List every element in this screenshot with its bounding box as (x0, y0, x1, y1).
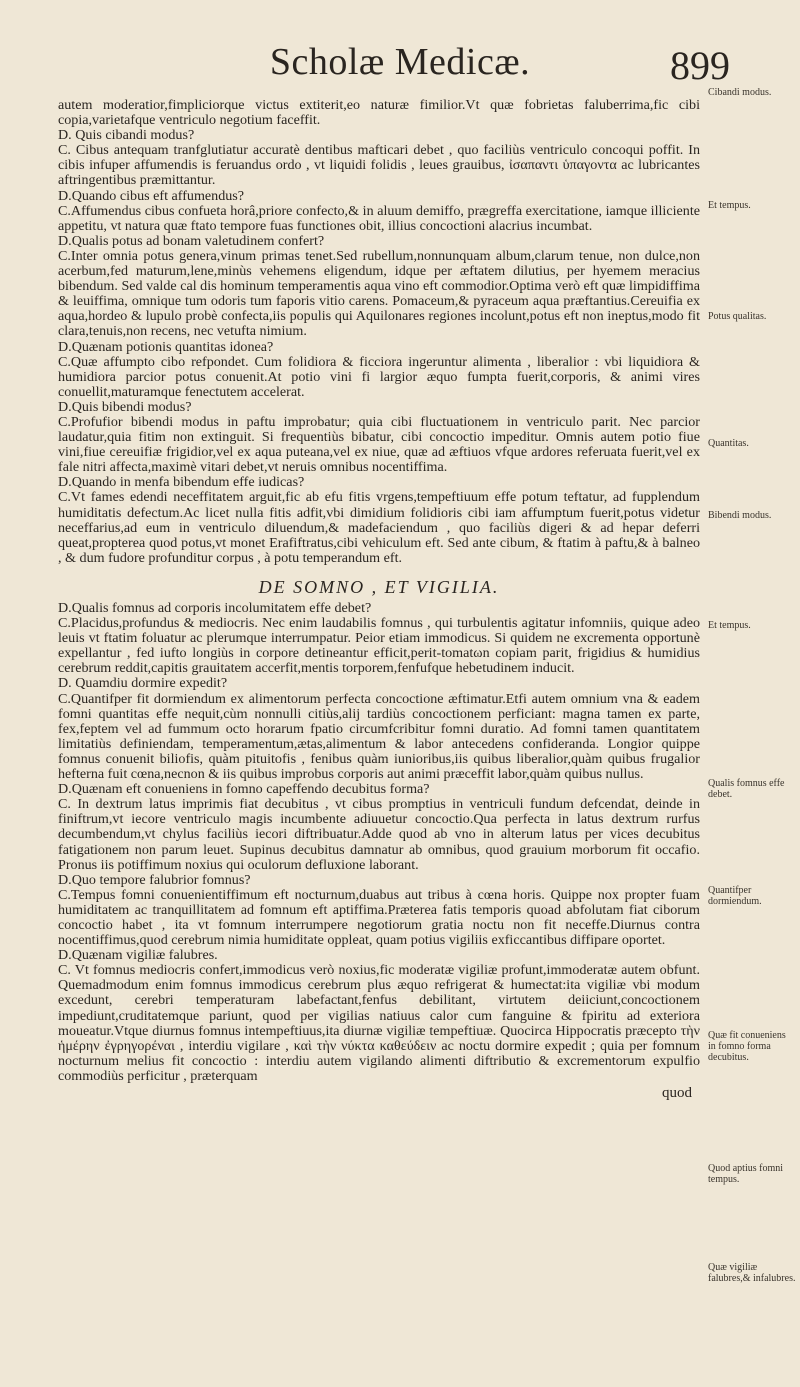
question: D.Quando cibus eft affumendus? (58, 187, 245, 204)
margin-note: Potus qualitas. (708, 311, 767, 322)
answer: C.Vt fames edendi neceffitatem arguit,fic ab efu fitis vrgens,tempeftiuum effe potum teftatur, ad fupplendum humiditatis defectum.Ac licet nulla fitis adfit,vbi dimidium folidioris cibi iam affumptum fuerit,potus videtur neceffarius,ad eum in ventriculo diluendum,& madefaciendum , quo faciliùs digeri & ad hepar deferri queat,propterea quod potus,vt monet Erafiftratus,cibi vehiculum eft. Sed ante cibum, & ftatim à paftu,& à balneo , & dum fudore profunditur corpus , à potu temperandum eft. (58, 489, 700, 566)
margin-note: Quantifper dormiendum. (708, 885, 762, 907)
question: D. Quis cibandi modus? (58, 127, 195, 144)
answer: C.Tempus fomni conuenientiffimum eft nocturnum,duabus aut tribus à cœna horis. Quippe nox propter fuam humiditatem ac tranquillitatem ad fomnum eft aptiffima.Præterea fatis temporis quoad abfolutam fiat ciborum concoctio habet , ita vt fomnum interrumpere negotiorum gratia noctu non fit neceffe.Diurnus contra nocentiffimus,quod cerebrum nimia humiditate oppleat, quam potius vigiliis exficcantibus diffipare oportet. (58, 886, 700, 949)
question: D.Quis bibendi modus? (58, 398, 192, 415)
margin-notes (708, 0, 796, 1387)
answer: C.Inter omnia potus genera,vinum primas tenet.Sed rubellum,nonnunquam album,clarum tenue, non dulce,non acerbum,fed maturum,lene,minùs vehemens eligendum, idque per æftatem dilutius, per hyemem meracius bibendum. Sed valde cal dis hominum temperamentis aqua vino eft commodior.Optima verò eft quæ limpidiffima & leuiffima, omnique tum odoris tum faporis vitio carens. Pomaceum,& pyraceum aqua præftantius.Cereuifia ex aqua,hordeo & lupulo probè confecta,iis populis qui Aquilonares regiones incolunt,potus eft non ineptus,modo fit clara,tenuis,non recens, nec vetufta nimium. (58, 247, 700, 340)
question: D.Quo tempore falubrior fomnus? (58, 871, 251, 888)
question: D.Quænam vigiliæ falubres. (58, 947, 218, 964)
intro-paragraph: autem moderatior,fimpliciorque victus extiterit,eo naturæ fimilior.Vt quæ fobrietas faluberrima,fic cibi copia,varietafque ventriculo negotium faceffit. (58, 97, 700, 129)
qa-entry (58, 782, 700, 873)
question: D.Quænam eft conueniens in fomno capeffendo decubitus forma? (58, 781, 430, 798)
margin-note: Et tempus. (708, 200, 751, 211)
qa-entry (58, 400, 700, 475)
qa-entry (58, 676, 700, 782)
margin-note: Quæ vigiliæ falubres,& infalubres. (708, 1262, 796, 1284)
answer: C.Quæ affumpto cibo refpondet. Cum folidiora & ficciora ingeruntur alimenta , liberalior : vbi liquidiora & humidiora parcior potus conuenit.At potio vini fi largior æquo fumpta fuerit,corporis, & animi vires conuellit,maturamque fenectutem accelerat. (58, 353, 700, 400)
question: D.Qualis fomnus ad corporis incolumitatem effe debet? (58, 600, 372, 616)
margin-note: Quantitas. (708, 438, 749, 449)
answer: C. In dextrum latus imprimis fiat decubitus , vt cibus promptius in ventriculi fundum defcendat, deinde in finiftrum,vt iecore ventriculo magis incumbente adiuuetur concoctio.Qua perfecta in latus dextrum rurfus decumbendum,vt chylus faciliùs iecori diftribuatur.Adde quod ab vno in alterum latus per vices decubitus fatigationem non parum leuet. Supinus decubitus damnatur ab omnibus, quod grauium morborum fit occafio. Pronus iis potiffimum noxius qui oculorum defluxione laborant. (58, 796, 700, 873)
qa-entry (58, 601, 700, 676)
margin-note: Quæ fit conueniens in fomno forma decubitus. (708, 1030, 786, 1063)
qa-entry (58, 948, 700, 1084)
qa-entry (58, 128, 700, 188)
body-text (0, 98, 700, 1101)
page-number: 899 (670, 43, 730, 88)
qa-entry (58, 189, 700, 234)
question: D.Quænam potionis quantitas idonea? (58, 338, 274, 355)
header (0, 26, 800, 98)
qa-entry (58, 234, 700, 340)
question: D. Quamdiu dormire expedit? (58, 675, 228, 692)
margin-note: Quod aptius fomni tempus. (708, 1163, 783, 1185)
entries-part-2 (58, 601, 700, 1084)
question: D.Qualis potus ad bonam valetudinem confert? (58, 232, 325, 249)
catchword: quod (662, 1085, 692, 1101)
answer: C. Vt fomnus mediocris confert,immodicus verò noxius,fic moderatæ vigiliæ profunt,immoderatæ autem obfunt. Quemadmodum enim fomnus immodicus cerebrum plus æquo refrigerat & humectat:ita vigiliæ vbi modum excedunt, cerebri temperaturam labefactant,fenfus debilitant, virtutem deiiciunt,concoctionem impediunt,cruditatemque pariunt, quod per vigilias natiuus calor cum fanguine & fpiritu ad exteriora moueatur.Vtque diurnus fomnus intempeftiuus,ita diurnæ vigiliæ tempeftiuæ. Quocirca Hippocratis præcepto τὴν ἡμέρην ἐγρηγορέναι , interdiu vigilare , καὶ τὴν νύκτα καθεύδειν ac noctu dormire expedit ; quia per fomnum nocturnum melius fit concoctio : interdiu autem vigilando alimenti diftributio & excrementorum expulfio commodiùs perficitur , præterquam (58, 962, 700, 1084)
answer: C.Quantifper fit dormiendum ex alimentorum perfecta concoctione æftimatur.Etfi autem omnium vna & eadem fomni quantitas effe nequit,cùm nonnulli citiùs,alij tardiùs concoctionem perficiant: magna tamen ex parte, fex,feptem vel ad fummum octo horarum fpatio circumfcribitur fomni duratio. Ad fomni tamen quantitatem limitatiùs definiendam, temperamentum,ætas,alimentum & labor antecedens confideranda. Longior quippe fomnus conuenit biliofis, quàm pituitofis , fenibus quàm iunioribus,iis quibus liberalior,quàm quibus frugalior hefterna fuit cœna,necnon & iis quibus improbus corporis aut animi præceffit labor,quàm quibus nullus. (58, 690, 700, 783)
answer: C.Placidus,profundus & mediocris. Nec enim laudabilis fomnus , qui turbulentis agitatur infomniis, quique adeo leuis vt ftatim foluatur ac plerumque interrumpatur. Peior etiam immodicus. Si quidem ne excrementa opportunè expellantur , fed iufto longiùs in corpore detineantur efficit,perit-tomatωn copiam parit, frigidius & humidius cerebrum reddit,capitis grauitatem accerfit,mentis torporem,fenfufque hebetudinem inducit. (58, 615, 700, 677)
qa-entry (58, 340, 700, 400)
margin-note: Bibendi modus. (708, 510, 772, 521)
entries-part-1 (58, 128, 700, 566)
answer: C.Affumendus cibus confueta horâ,priore confecto,& in aluum demiffo, prægreffa exercitatione, iamque illiciente appetitu, vt natura quæ ftato tempore fuas functiones obit, illius concoctioni alacrius incumbat. (58, 202, 700, 234)
margin-note: Cibandi modus. (708, 87, 772, 98)
answer: C.Profufior bibendi modus in paftu improbatur; quia cibi fluctuationem in ventriculo parit. Nec parcior laudatur,quia fitim non extinguit. Si frequentiùs bibatur, cibi concoctio impeditur. Omnis autem potio fiue vini,fiue cereuifiæ frigidior,vel ex aqua puteana,vel ex niue, quæ ad æftiuos vfque ardores referuata fuerit,vel ex fale nitri affecta,maximè vitari debet,vt neruis omnibus nocentiffima. (58, 413, 700, 476)
margin-note: Qualis fomnus effe debet. (708, 778, 785, 800)
qa-entry (58, 475, 700, 566)
answer: C. Cibus antequam tranfglutiatur accuratè dentibus mafticari debet , quo faciliùs ventriculo concoqui poffit. In cibis infuper affumendis is feruandus ordo , vt liquidi folidis , leues grauibus, ἰσαπαντι ὑπαγοντα ac lubricantes aftringentibus præmittantur. (58, 142, 700, 189)
margin-note: Et tempus. (708, 620, 751, 631)
section-title: DE SOMNO , ET VIGILIA. (258, 576, 500, 597)
running-head: Scholæ Medicæ. (269, 41, 531, 83)
qa-entry (58, 873, 700, 948)
question: D.Quando in menfa bibendum effe iudicas? (58, 474, 305, 491)
